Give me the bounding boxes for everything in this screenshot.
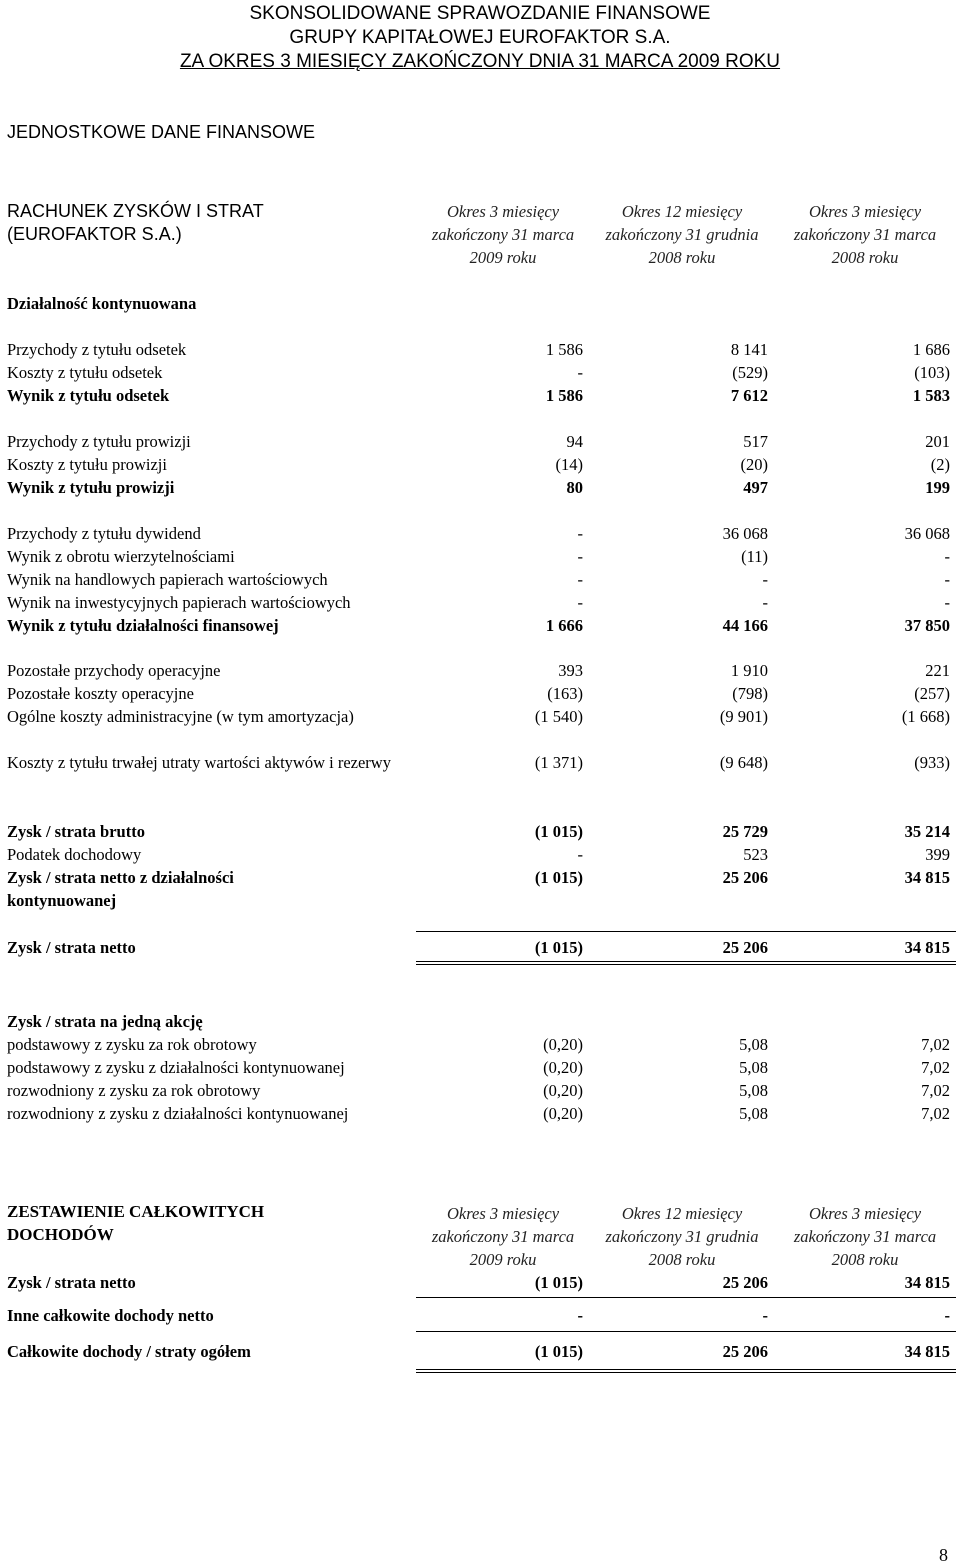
table-row: Podatek dochodowy - 523 399 [7, 845, 950, 864]
table-row: Zysk / strata netto (1 015) 25 206 34 815 [7, 938, 950, 957]
table-row: Wynik z tytułu odsetek 1 586 7 612 1 583 [7, 386, 950, 405]
total-rule-bottom-2 [416, 964, 956, 965]
table-row: Zysk / strata netto z działalności kontynuowanej (1 015) 25 206 34 815 [7, 868, 950, 910]
table-row: Przychody z tytułu prowizji 94 517 201 [7, 432, 950, 451]
table-row: Wynik z tytułu prowizji 80 497 199 [7, 478, 950, 497]
table-row: Wynik na handlowych papierach wartościowych - - - [7, 570, 950, 589]
comprehensive-rule-2 [416, 1331, 956, 1332]
comprehensive-rule-1 [416, 1297, 956, 1298]
table-row: Koszty z tytułu trwałej utraty wartości aktywów i rezerwy (1 371) (9 648) (933) [7, 753, 950, 772]
table-row: Koszty z tytułu odsetek - (529) (103) [7, 363, 950, 382]
group-title: Działalność kontynuowana [7, 294, 197, 313]
comprehensive-subtitle: DOCHODÓW [7, 1225, 114, 1244]
column-header-q1-2008: Okres 3 miesięcy zakończony 31 marca 2008 roku [793, 202, 937, 267]
table-row: Wynik z tytułu działalności finansowej 1 666 44 166 37 850 [7, 616, 950, 635]
section-title: JEDNOSTKOWE DANE FINANSOWE [7, 122, 316, 142]
report-title-line-3: ZA OKRES 3 MIESIĘCY ZAKOŃCZONY DNIA 31 MARCA 2009 ROKU [179, 51, 781, 72]
table-row: Pozostałe koszty operacyjne (163) (798) (257) [7, 684, 950, 703]
table-row: Pozostałe przychody operacyjne 393 1 910 221 [7, 661, 950, 680]
column-header-q1-2009: Okres 3 miesięcy zakończony 31 marca 2009 roku [431, 202, 575, 267]
table-row: Inne całkowite dochody netto - - - [7, 1306, 950, 1325]
table-row: Zysk / strata netto (1 015) 25 206 34 815 [7, 1273, 950, 1292]
column-header-q1-2008: Okres 3 miesięcy zakończony 31 marca 2008 roku [793, 1204, 937, 1269]
comprehensive-rule-3 [416, 1369, 956, 1370]
report-title-line-2: GRUPY KAPITAŁOWEJ EUROFAKTOR S.A. [289, 27, 671, 48]
table-row: rozwodniony z zysku z działalności kontynuowanej (0,20) 5,08 7,02 [7, 1104, 950, 1123]
income-statement-subtitle: (EUROFAKTOR S.A.) [7, 224, 182, 244]
table-row: Zysk / strata brutto (1 015) 25 729 35 214 [7, 822, 950, 841]
table-row: rozwodniony z zysku za rok obrotowy (0,20) 5,08 7,02 [7, 1081, 950, 1100]
table-row: Koszty z tytułu prowizji (14) (20) (2) [7, 455, 950, 474]
column-header-q1-2009: Okres 3 miesięcy zakończony 31 marca 2009 roku [431, 1204, 575, 1269]
table-row: podstawowy z zysku z działalności kontynuowanej (0,20) 5,08 7,02 [7, 1058, 950, 1077]
column-header-fy-2008: Okres 12 miesięcy zakończony 31 grudnia 2008 roku [605, 1204, 759, 1269]
page-number: 8 [939, 1545, 948, 1565]
eps-title: Zysk / strata na jedną akcję [7, 1012, 203, 1031]
table-row: Wynik na inwestycyjnych papierach wartościowych - - - [7, 593, 950, 612]
comprehensive-rule-4 [416, 1372, 956, 1373]
income-statement-title: RACHUNEK ZYSKÓW I STRAT [7, 201, 264, 221]
comprehensive-title: ZESTAWIENIE CAŁKOWITYCH [7, 1202, 265, 1221]
table-row: Przychody z tytułu dywidend - 36 068 36 068 [7, 524, 950, 543]
report-title-line-1: SKONSOLIDOWANE SPRAWOZDANIE FINANSOWE [249, 3, 711, 24]
table-row: Całkowite dochody / straty ogółem (1 015) 25 206 34 815 [7, 1342, 950, 1361]
table-row: Przychody z tytułu odsetek 1 586 8 141 1 686 [7, 340, 950, 359]
table-row: podstawowy z zysku za rok obrotowy (0,20) 5,08 7,02 [7, 1035, 950, 1054]
column-header-fy-2008: Okres 12 miesięcy zakończony 31 grudnia 2008 roku [605, 202, 759, 267]
table-row: Wynik z obrotu wierzytelnościami - (11) - [7, 547, 950, 566]
total-rule-bottom-1 [416, 961, 956, 962]
total-rule-top [416, 931, 956, 932]
table-row: Ogólne koszty administracyjne (w tym amortyzacja) (1 540) (9 901) (1 668) [7, 707, 950, 726]
